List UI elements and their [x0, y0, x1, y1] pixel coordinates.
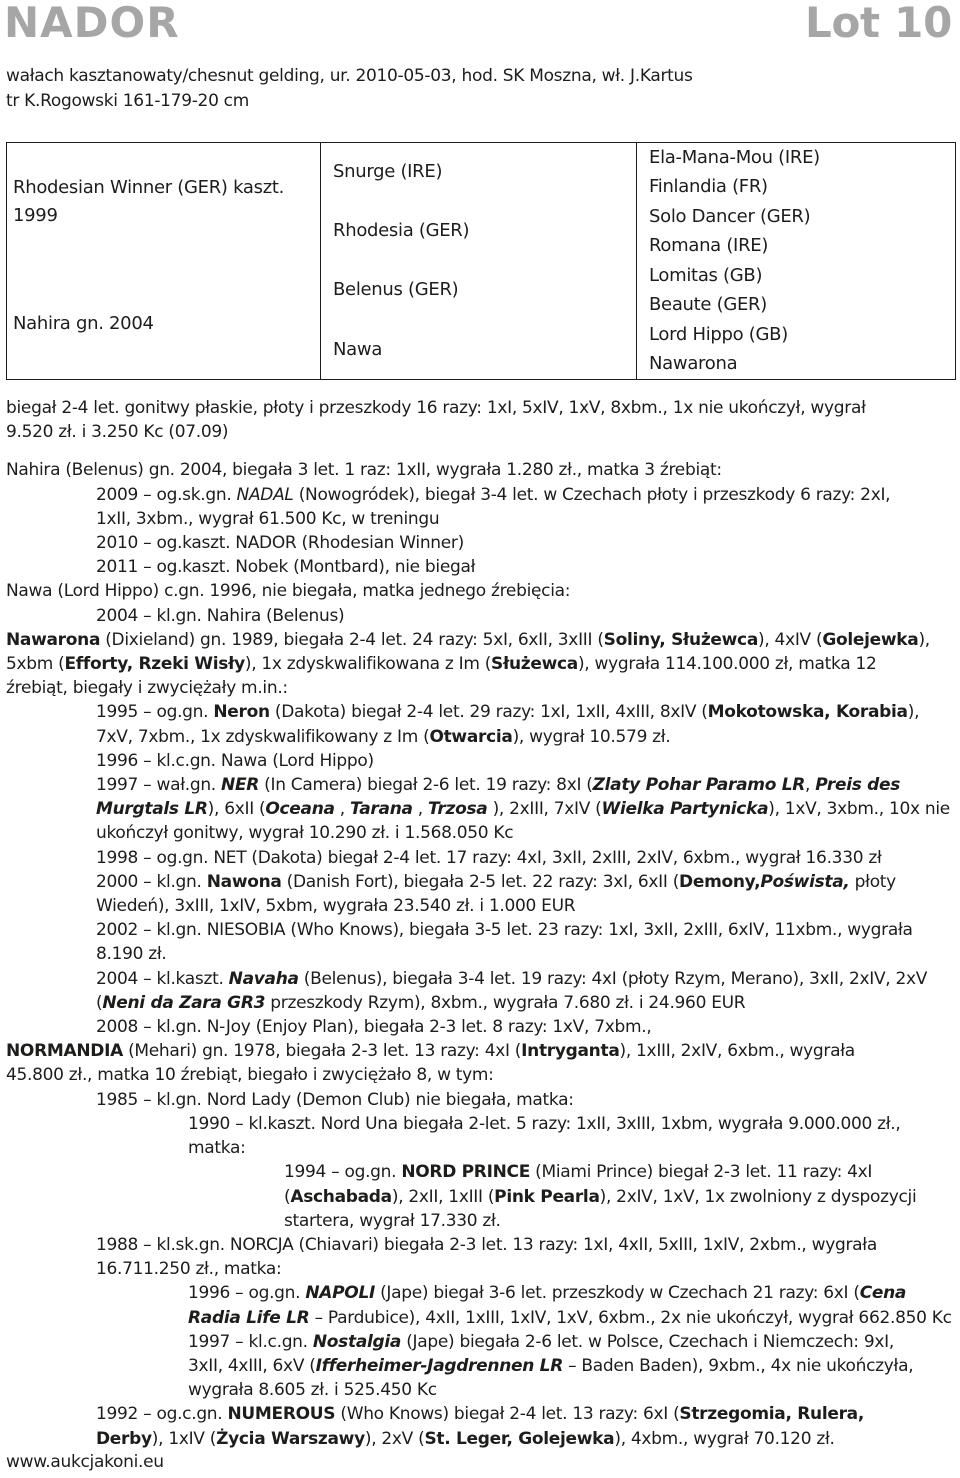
text-run: ), 1x zdyskwalifikowana z Im ( — [244, 654, 492, 675]
pedigree-great-grandparent: Romana (IRE) — [649, 235, 769, 256]
text-run: Służewca — [491, 654, 578, 675]
text-run: 2004 – kl.kaszt. — [96, 968, 229, 989]
pedigree-sire-year: 1999 — [13, 205, 58, 226]
offspring-entry: 1985 – kl.gn. Nord Lady (Demon Club) nie biegała, matka: — [96, 1089, 574, 1110]
pedigree-dam: Nahira gn. 2004 — [13, 313, 154, 334]
text-run: Efforty, Rzeki Wisły — [64, 654, 245, 675]
text-run: 1992 – og.c.gn. — [96, 1404, 228, 1425]
text-run: (Miami Prince) biegał 2-3 let. 11 razy: 4xI — [530, 1162, 873, 1183]
text-run: Nawona — [206, 871, 282, 892]
offspring-entry: 1998 – og.gn. NET (Dakota) biegał 2-4 let. 17 razy: 4xI, 3xII, 2xIII, 2xIV, 6xbm., wygrał 16.330 zł — [96, 847, 882, 868]
offspring-entry — [6, 1160, 954, 1184]
text-run: 1997 – wał.gn. — [96, 775, 222, 796]
text-run: 1995 – og.gn. — [96, 702, 214, 723]
text-run: NUMEROUS — [227, 1404, 336, 1425]
offspring-entry: 2010 – og.kaszt. NADOR (Rhodesian Winner) — [96, 533, 464, 554]
website-link[interactable]: www.aukcjakoni.eu — [6, 1452, 164, 1472]
great-granddam-entry-cont — [6, 652, 954, 676]
text-run: NORMANDIA — [6, 1041, 123, 1062]
text-run: Aschabada — [290, 1186, 392, 1207]
offspring-entry-cont: 1xII, 3xbm., wygrał 61.500 Kc, w treningu — [96, 508, 440, 529]
text-run: 1997 – kl.c.gn. — [188, 1331, 313, 1352]
text-run: Navaha — [228, 968, 299, 989]
offspring-entry — [6, 1402, 954, 1426]
granddam-entry: Nawa (Lord Hippo) c.gn. 1996, nie biegała, matka jednego źrebięcia: — [6, 581, 571, 602]
text-run: ( — [284, 1186, 291, 1207]
pedigree-sire: Rhodesian Winner (GER) kaszt. — [13, 177, 285, 198]
text-run: 3xII, 4xIII, 6xV ( — [188, 1355, 316, 1376]
text-run: Tarana — [349, 799, 413, 820]
offspring-entry: 2011 – og.kaszt. Nobek (Montbard), nie biegał — [96, 557, 476, 578]
text-run: Wielka Partynicka — [601, 799, 769, 820]
offspring-entry — [6, 700, 954, 724]
text-run: Neni da Zara GR3 — [102, 992, 266, 1013]
offspring-entry-cont: 16.711.250 zł., matka: — [96, 1259, 282, 1280]
text-run: ), 2xIV, 1xV, 1x zwolniony z dyspozycji — [599, 1186, 917, 1207]
offspring-entry-cont: startera, wygrał 17.330 zł. — [284, 1210, 501, 1231]
lot-number: Lot 10 — [805, 0, 952, 47]
pedigree-grandparent: Snurge (IRE) — [333, 161, 443, 182]
pedigree-grandparent: Belenus (GER) — [333, 279, 459, 300]
text-run: Radia Life LR — [188, 1307, 310, 1328]
text-run: Otwarcia — [429, 726, 513, 747]
text-run: ), 1xIV ( — [151, 1428, 217, 1449]
text-run: 1994 – og.gn. — [284, 1162, 402, 1183]
offspring-entry — [6, 1330, 954, 1354]
offspring-entry-cont: ukończył gonitwy, wygrał 10.290 zł. i 1.568.050 Kc — [96, 823, 514, 844]
text-run: Oceana — [265, 799, 335, 820]
text-run: (Dakota) biegał 2-4 let. 29 razy: 1xI, 1xII, 4xIII, 8xIV ( — [269, 702, 708, 723]
text-run: Demony, — [679, 871, 761, 892]
text-run: 7xV, 7xbm., 1x zdyskwalifikowany z Im ( — [96, 726, 430, 747]
text-run: Pośwista, — [760, 871, 850, 892]
text-run: (Mehari) gn. 1978, biegała 2-3 let. 13 razy: 4xI ( — [122, 1041, 522, 1062]
text-run: 2000 – kl.gn. — [96, 871, 207, 892]
text-run: Cena — [859, 1283, 907, 1304]
text-run: Ifferheimer-Jagdrennen LR — [315, 1355, 563, 1376]
text-run: NER — [221, 775, 260, 796]
text-run: płoty — [849, 871, 896, 892]
text-run: Życia Warszawy — [216, 1428, 365, 1449]
pedigree-parents-column — [7, 143, 321, 379]
text-run: Trzosa — [427, 799, 488, 820]
text-run: 1996 – og.gn. — [188, 1283, 306, 1304]
offspring-entry — [6, 870, 954, 894]
text-run: ), 4xIV ( — [758, 629, 823, 650]
pedigree-great-grandparent: Solo Dancer (GER) — [649, 206, 811, 227]
offspring-entry-cont — [6, 1306, 954, 1330]
horse-name-title: NADOR — [4, 0, 180, 47]
text-run: ), 1xV, 3xbm., 10x nie — [768, 799, 950, 820]
text-run: Preis des — [815, 775, 901, 796]
text-run: (Who Knows) biegał 2-4 let. 13 razy: 6xI ( — [335, 1404, 680, 1425]
pedigree-grandparent: Nawa — [333, 339, 383, 360]
text-run: przeszkody Rzym), 8xbm., wygrała 7.680 zł. i 24.960 EUR — [265, 992, 746, 1013]
text-run: – Baden Baden), 9xbm., 4x nie ukończyła, — [563, 1355, 914, 1376]
text-run: Nostalgia — [312, 1331, 402, 1352]
pedigree-great-grandparent: Lomitas (GB) — [649, 265, 763, 286]
race-record-text — [6, 396, 954, 1451]
offspring-entry-cont: Wiedeń), 3xIII, 1xIV, 5xbm, wygrała 23.540 zł. i 1.000 EUR — [96, 896, 576, 917]
race-record-line: 9.520 zł. i 3.250 Kc (07.09) — [6, 422, 229, 443]
pedigree-great-grandparent: Finlandia (FR) — [649, 176, 768, 197]
offspring-entry-cont — [6, 797, 954, 821]
text-run: Mokotowska, Korabia — [707, 702, 908, 723]
spacer — [6, 444, 954, 458]
offspring-entry: 1990 – kl.kaszt. Nord Una biegała 2-let. 5 razy: 1xII, 3xIII, 1xbm, wygrała 9.000.000 zł., — [188, 1113, 901, 1134]
text-run: – Pardubice), 4xII, 1xIII, 1xIV, 1xV, 6xbm., 2x nie ukończył, wygrał 662.850 Kc — [309, 1307, 952, 1328]
text-run: Intryganta — [521, 1041, 620, 1062]
offspring-entry-cont — [6, 991, 954, 1015]
text-run: 5xbm ( — [6, 654, 65, 675]
text-run: Soliny, Służewca — [603, 629, 759, 650]
text-run: (Jape) biegała 2-6 let. w Polsce, Czechach i Niemczech: 9xI, — [401, 1331, 894, 1352]
offspring-entry-cont — [6, 1354, 954, 1378]
text-run: Pink Pearla — [494, 1186, 600, 1207]
offspring-entry: 1996 – kl.c.gn. Nawa (Lord Hippo) — [96, 750, 374, 771]
offspring-entry — [6, 773, 954, 797]
offspring-entry: 1988 – kl.sk.gn. NORCJA (Chiavari) biegała 2-3 let. 13 razy: 1xI, 4xII, 5xIII, 1xIV, 2xbm., wygrała — [96, 1234, 877, 1255]
text-run: , — [805, 775, 816, 796]
offspring-entry — [6, 967, 954, 991]
text-run: 2009 – og.sk.gn. — [96, 484, 237, 505]
text-run: ), 2xV ( — [364, 1428, 425, 1449]
text-run: Neron — [213, 702, 270, 723]
text-run: Murgtals LR — [96, 799, 208, 820]
pedigree-table — [6, 142, 956, 380]
text-run: ), wygrała 114.100.000 zł, matka 12 — [577, 654, 877, 675]
text-run: Golejewka — [822, 629, 919, 650]
great-granddam-entry-cont: źrebiąt, biegały i zwyciężały m.in.: — [6, 678, 288, 699]
pedigree-great-grandparent: Beaute (GER) — [649, 294, 767, 315]
offspring-entry — [6, 483, 954, 507]
pedigree-great-grandparent: Lord Hippo (GB) — [649, 324, 788, 345]
text-run: ), 2xIII, 7xIV ( — [487, 799, 602, 820]
text-run: ), — [907, 702, 920, 723]
text-run: Zlaty Pohar Paramo LR — [592, 775, 806, 796]
text-run: , — [334, 799, 350, 820]
pedigree-great-grandparent: Ela-Mana-Mou (IRE) — [649, 147, 820, 168]
text-run: Nawarona — [6, 629, 101, 650]
offspring-entry-cont — [6, 1185, 954, 1209]
great-granddam-entry — [6, 628, 954, 652]
text-run: NAPOLI — [305, 1283, 375, 1304]
dam-entry: Nahira (Belenus) gn. 2004, biegała 3 let. 1 raz: 1xII, wygrała 1.280 zł., matka 3 źrebiąt: — [6, 460, 722, 481]
text-run: , — [412, 799, 428, 820]
ancestor-entry-cont: 45.800 zł., matka 10 źrebiąt, biegało i zwyciężało 8, w tym: — [6, 1065, 494, 1086]
horse-description — [6, 64, 693, 114]
offspring-entry-cont: 8.190 zł. — [96, 944, 167, 965]
text-run: (In Camera) biegał 2-6 let. 19 razy: 8xI ( — [259, 775, 593, 796]
text-run: (Belenus), biegała 3-4 let. 19 razy: 4xI (płoty Rzym, Merano), 3xII, 2xIV, 2xV — [298, 968, 928, 989]
offspring-entry-cont: wygrała 8.605 zł. i 525.450 Kc — [188, 1380, 437, 1401]
offspring-entry: 2004 – kl.gn. Nahira (Belenus) — [96, 605, 345, 626]
description-line: wałach kasztanowaty/chesnut gelding, ur. 2010-05-03, hod. SK Moszna, wł. J.Kartus — [6, 66, 693, 86]
text-run: ), 6xII ( — [207, 799, 266, 820]
text-run: ), 2xII, 1xIII ( — [391, 1186, 495, 1207]
offspring-entry-cont — [6, 1427, 954, 1451]
text-run: Derby — [96, 1428, 152, 1449]
pedigree-great-grandparent: Nawarona — [649, 353, 738, 374]
text-run: NORD PRINCE — [401, 1162, 531, 1183]
offspring-entry: 2002 – kl.gn. NIESOBIA (Who Knows), biegała 3-5 let. 23 razy: 1xI, 3xII, 2xIII, 6xIV, 11xbm., wygrała — [96, 920, 913, 941]
race-record-line: biegał 2-4 let. gonitwy płaskie, płoty i przeszkody 16 razy: 1xI, 5xIV, 1xV, 8xbm., 1x nie ukończył, wygrał — [6, 398, 866, 418]
text-run: Strzegomia, Rulera, — [679, 1404, 864, 1425]
ancestor-entry — [6, 1039, 954, 1063]
text-run: (Jape) biegał 3-6 let. przeszkody w Czechach 21 razy: 6xI ( — [375, 1283, 860, 1304]
text-run: ), — [918, 629, 930, 650]
offspring-entry — [6, 1281, 954, 1305]
text-run: NADAL — [236, 484, 294, 505]
text-run: St. Leger, Golejewka — [424, 1428, 615, 1449]
text-run: ( — [96, 992, 103, 1013]
text-run: ), 4xbm., wygrał 70.120 zł. — [614, 1428, 835, 1449]
text-run: ), wygrał 10.579 zł. — [512, 726, 671, 747]
text-run: (Dixieland) gn. 1989, biegała 2-4 let. 24 razy: 5xI, 6xII, 3xIII ( — [100, 629, 604, 650]
offspring-entry-cont — [6, 725, 954, 749]
text-run: (Danish Fort), biegała 2-5 let. 22 razy: 3xI, 6xII ( — [281, 871, 680, 892]
description-line: tr K.Rogowski 161-179-20 cm — [6, 91, 249, 111]
offspring-entry-cont: matka: — [188, 1138, 246, 1159]
text-run: ), 1xIII, 2xIV, 6xbm., wygrała — [619, 1041, 855, 1062]
text-run: (Nowogródek), biegał 3-4 let. w Czechach płoty i przeszkody 6 razy: 2xI, — [293, 484, 891, 505]
pedigree-grandparents-column — [321, 143, 637, 379]
pedigree-grandparent: Rhodesia (GER) — [333, 220, 470, 241]
offspring-entry: 2008 – kl.gn. N-Joy (Enjoy Plan), biegała 2-3 let. 8 razy: 1xV, 7xbm., — [96, 1017, 652, 1038]
pedigree-great-grandparents-column — [637, 143, 955, 379]
